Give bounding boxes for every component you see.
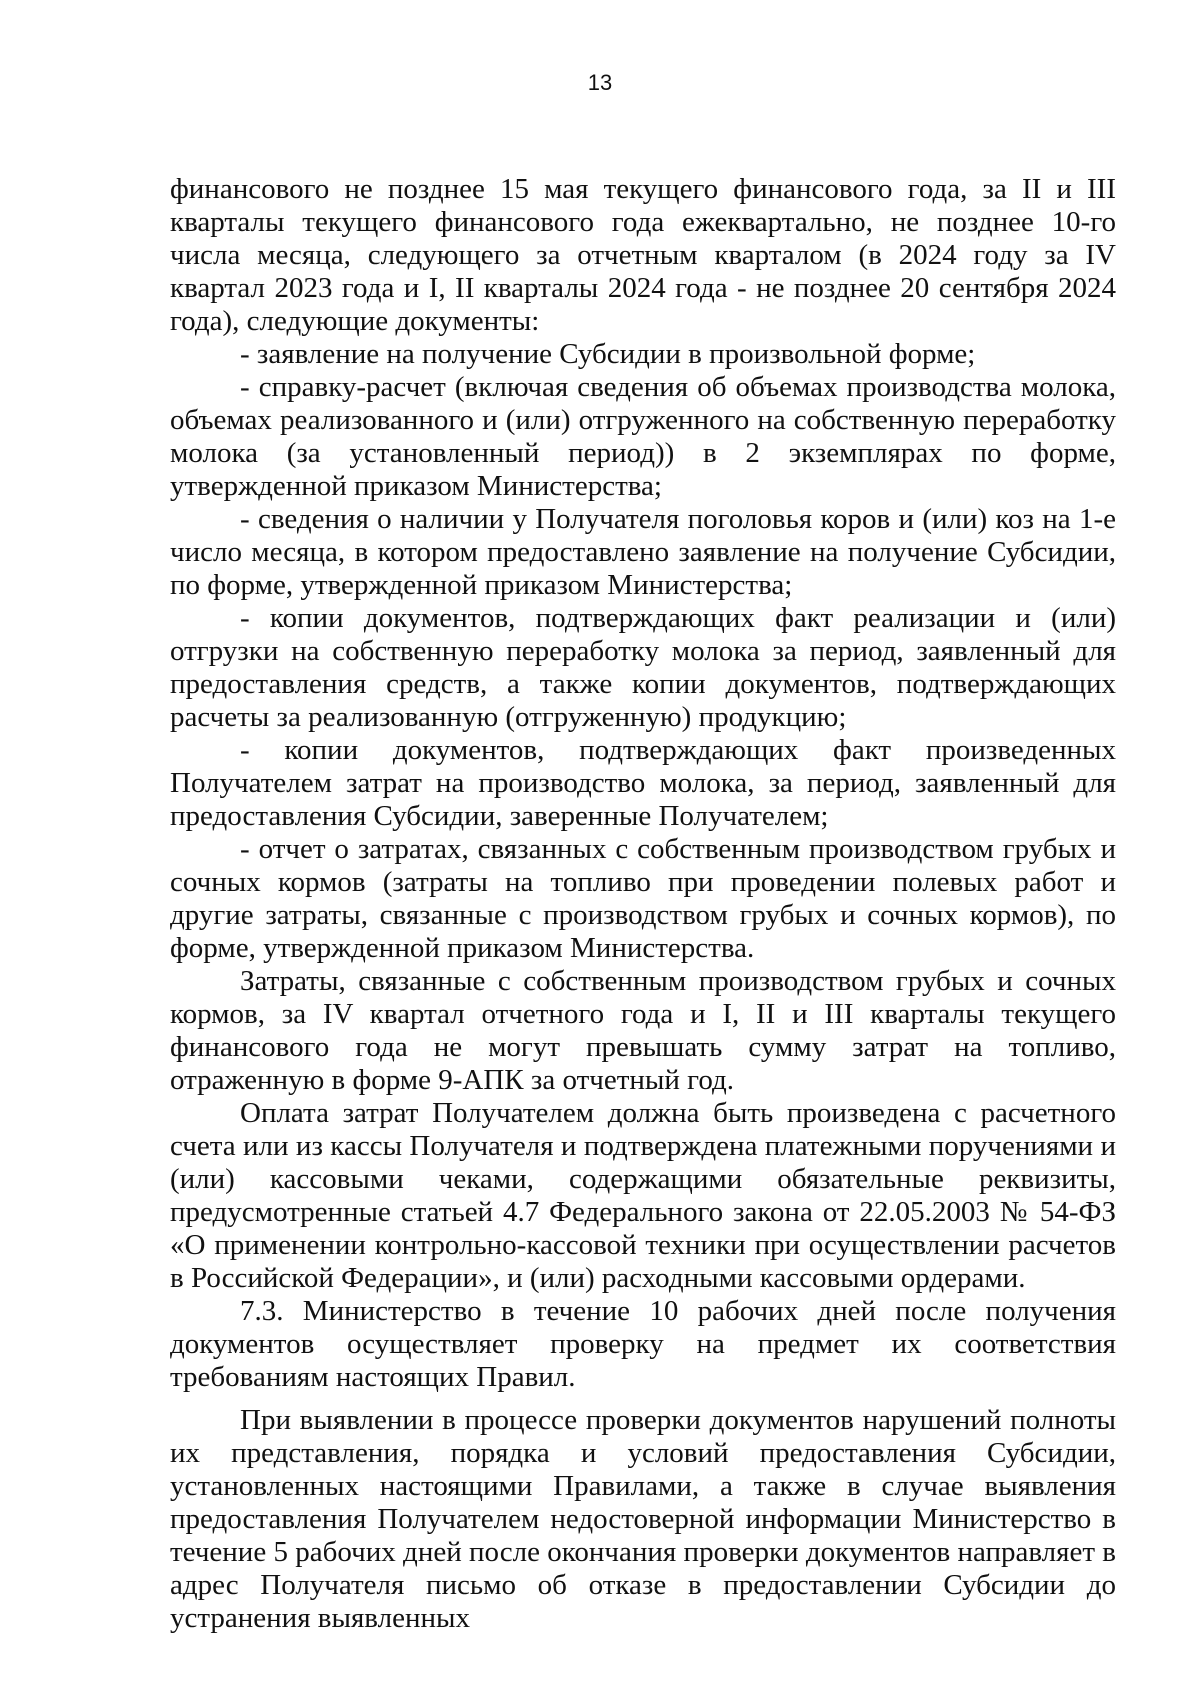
document-body [170,173,1116,1635]
list-item-feed-cost-report: - отчет о затратах, связанных с собственным производством грубых и сочных кормов (затраты на топливо при проведении полевых работ и другие затраты, связанные с производством грубых и сочных кормов), по форме, утвержденной приказом Министерства. [170,833,1116,964]
paragraph-payment: Оплата затрат Получателем должна быть произведена с расчетного счета или из кассы Получателя и подтверждена платежными поручениями и (или) кассовыми чеками, содержащими обязательные реквизиты, предусмотренные статьей 4.7 Федерального закона от 22.05.2003 № 54-ФЗ «О применении контрольно-кассовой техники при осуществлении расчетов в Российской Федерации», и (или) расходными кассовыми ордерами. [170,1097,1116,1294]
page-number: 13 [587,70,613,95]
list-item-livestock-info: - сведения о наличии у Получателя поголовья коров и (или) коз на 1-е число месяца, в котором предоставлено заявление на получение Субсидии, по форме, утвержденной приказом Министерства; [170,503,1116,601]
paragraph-feed-costs: Затраты, связанные с собственным производством грубых и сочных кормов, за IV квартал отчетного года и I, II и III кварталы текущего финансового года не могут превышать сумму затрат на топливо, отраженную в форме 9-АПК за отчетный год. [170,965,1116,1096]
list-item-sales-documents: - копии документов, подтверждающих факт реализации и (или) отгрузки на собственную переработку молока за период, заявленный для предоставления средств, а также копии документов, подтверждающих расчеты за реализованную (отгруженную) продукцию; [170,602,1116,733]
list-item-application: - заявление на получение Субсидии в произвольной форме; [240,338,976,370]
list-item-cost-documents: - копии документов, подтверждающих факт произведенных Получателем затрат на производство молока, за период, заявленный для предоставления Субсидии, заверенные Получателем; [170,734,1116,832]
paragraph-section-7-3: 7.3. Министерство в течение 10 рабочих дней после получения документов осуществляет проверку на предмет их соответствия требованиям настоящих Правил. [170,1295,1116,1393]
paragraph-continuation: финансового не позднее 15 мая текущего финансового года, за II и III кварталы текущего финансового года ежеквартально, не позднее 10-го числа месяца, следующего за отчетным кварталом (в 2024 году за IV квартал 2023 года и I, II кварталы 2024 года - не позднее 20 сентября 2024 года), следующие документы: [170,173,1116,337]
list-item-calculation: - справку-расчет (включая сведения об объемах производства молока, объемах реализованного и (или) отгруженного на собственную переработку молока (за установленный период)) в 2 экземплярах по форме, утвержденной приказом Министерства; [170,371,1116,502]
paragraph-violations: При выявлении в процессе проверки документов нарушений полноты их представления, порядка и условий предоставления Субсидии, установленных настоящими Правилами, а также в случае выявления предоставления Получателем недостоверной информации Министерство в течение 5 рабочих дней после окончания проверки документов направляет в адрес Получателя письмо об отказе в предоставлении Субсидии до устранения выявленных [170,1404,1116,1634]
